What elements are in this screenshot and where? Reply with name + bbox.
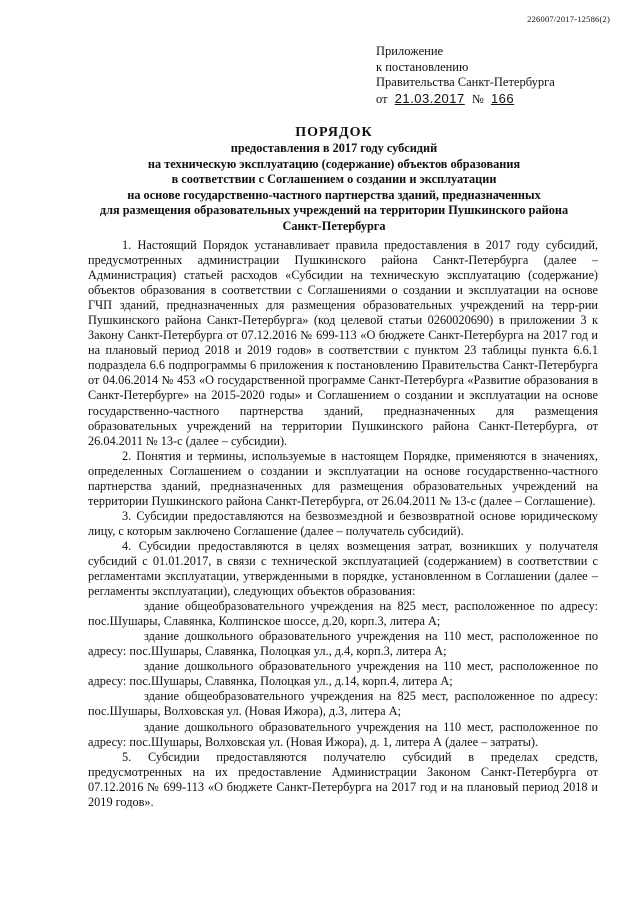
document-body [88,238,598,810]
appendix-line-3: Правительства Санкт-Петербурга [376,75,555,89]
title-line: Санкт-Петербурга [282,218,386,233]
title-main: ПОРЯДОК [295,125,373,140]
object-item: здание дошкольного образовательного учреждения на 110 мест, расположенное по адресу: пос.Шушары, Славянка, Полоцкая ул., д.4, корп.3, литера А; [88,629,598,659]
paragraph-1: 1. Настоящий Порядок устанавливает правила предоставления в 2017 году субсидий, предусмотренных администрации Пушкинского района Санкт-Петербурга (далее – Администрация) статьей расходов «Субсидии на техническую эксплуатацию (содержание) объектов образования в соответствии с Соглашениями о создании и эксплуатации на основе ГЧП зданий, предназначенных для размещения образовательных учреждений на терр-рии Пушкинского района Санкт-Петербурга» (код целевой статьи 0260020690) в приложении 3 к Закону Санкт-Петербурга от 07.12.2016 № 699-113 «О бюджете Санкт-Петербурга на 2017 год и на плановый период 2018 и 2019 годов» в соответствии с пунктом 23 таблицы пункта 6.6.1 подраздела 6.6 подпрограммы 6 приложения к постановлению Правительства Санкт-Петербурга от 04.06.2014 № 453 «О государственной программе Санкт-Петербурга «Развитие образования в Санкт-Петербурге» на 2015-2020 годы» и Соглашением о создании и эксплуатации на основе государственно-частного партнерства зданий, предназначенных для размещения образовательных учреждений на территории Пушкинского района Санкт-Петербурга, от 26.04.2011 № 13-с (далее – субсидии). [88,238,598,448]
date-prefix: от [376,91,388,106]
object-item: здание общеобразовательного учреждения на 825 мест, расположенное по адресу: пос.Шушары, Славянка, Колпинское шоссе, д.20, корп.3, литера А; [88,599,598,629]
appendix-line-1: Приложение [376,44,444,58]
object-item: здание общеобразовательного учреждения на 825 мест, расположенное по адресу: пос.Шушары, Волховская ул. (Новая Ижора), д.3, литера А; [88,689,598,719]
resolution-date: 21.03.2017 [394,90,465,106]
object-item: здание дошкольного образовательного учреждения на 110 мест, расположенное по адресу: пос.Шушары, Славянка, Полоцкая ул., д.14, корп.4, литера А; [88,659,598,689]
appendix-block [376,44,616,107]
object-item: здание дошкольного образовательного учреждения на 110 мест, расположенное по адресу: пос.Шушары, Волховская ул. (Новая Ижора), д. 1, литера А (далее – затраты). [88,719,598,749]
number-prefix: № [471,91,484,106]
paragraph-3: 3. Субсидии предоставляются на безвозмездной и безвозвратной основе юридическому лицу, с которым заключено Соглашение (далее – получатель субсидий). [88,508,598,538]
title-line: предоставления в 2017 году субсидий [230,141,438,155]
title-line: на техническую эксплуатацию (содержание) объектов образования [147,156,521,171]
title-line: на основе государственно-частного партнерства зданий, предназначенных [127,187,541,202]
appendix-line-2: к постановлению [376,59,469,74]
title-line: для размещения образовательных учреждений на территории Пушкинского района [99,203,569,217]
paragraph-2: 2. Понятия и термины, используемые в настоящем Порядке, применяются в значениях, определенных Соглашением о создании и эксплуатации на основе государственно-частного партнерства зданий, предназначенных для размещения образовательных учреждений на территории Пушкинского района Санкт-Петербурга, от 26.04.2011 № 13-с (далее – Соглашение). [88,448,598,508]
resolution-number: 166 [490,90,515,106]
paragraph-5: 5. Субсидии предоставляются получателю субсидий в пределах средств, предусмотренных на их предоставление Администрации Законом Санкт-Петербурга от 07.12.2016 № 699-113 «О бюджете Санкт-Петербурга на 2017 год и на плановый период 2018 и 2019 годов». [88,749,598,809]
title-line: в соответствии с Соглашением о создании и эксплуатации [171,172,497,186]
appendix-date-line [376,91,616,108]
document-title [70,124,598,234]
document-number: 226007/2017-12586(2) [527,14,610,24]
paragraph-4: 4. Субсидии предоставляются в целях возмещения затрат, возникших у получателя субсидий с 01.01.2017, в связи с технической эксплуатацией (содержанием) в соответствии с регламентами эксплуатации, утвержденными в порядке, установленном в Соглашении (далее – регламенты эксплуатации), следующих объектов образования: [88,538,598,599]
